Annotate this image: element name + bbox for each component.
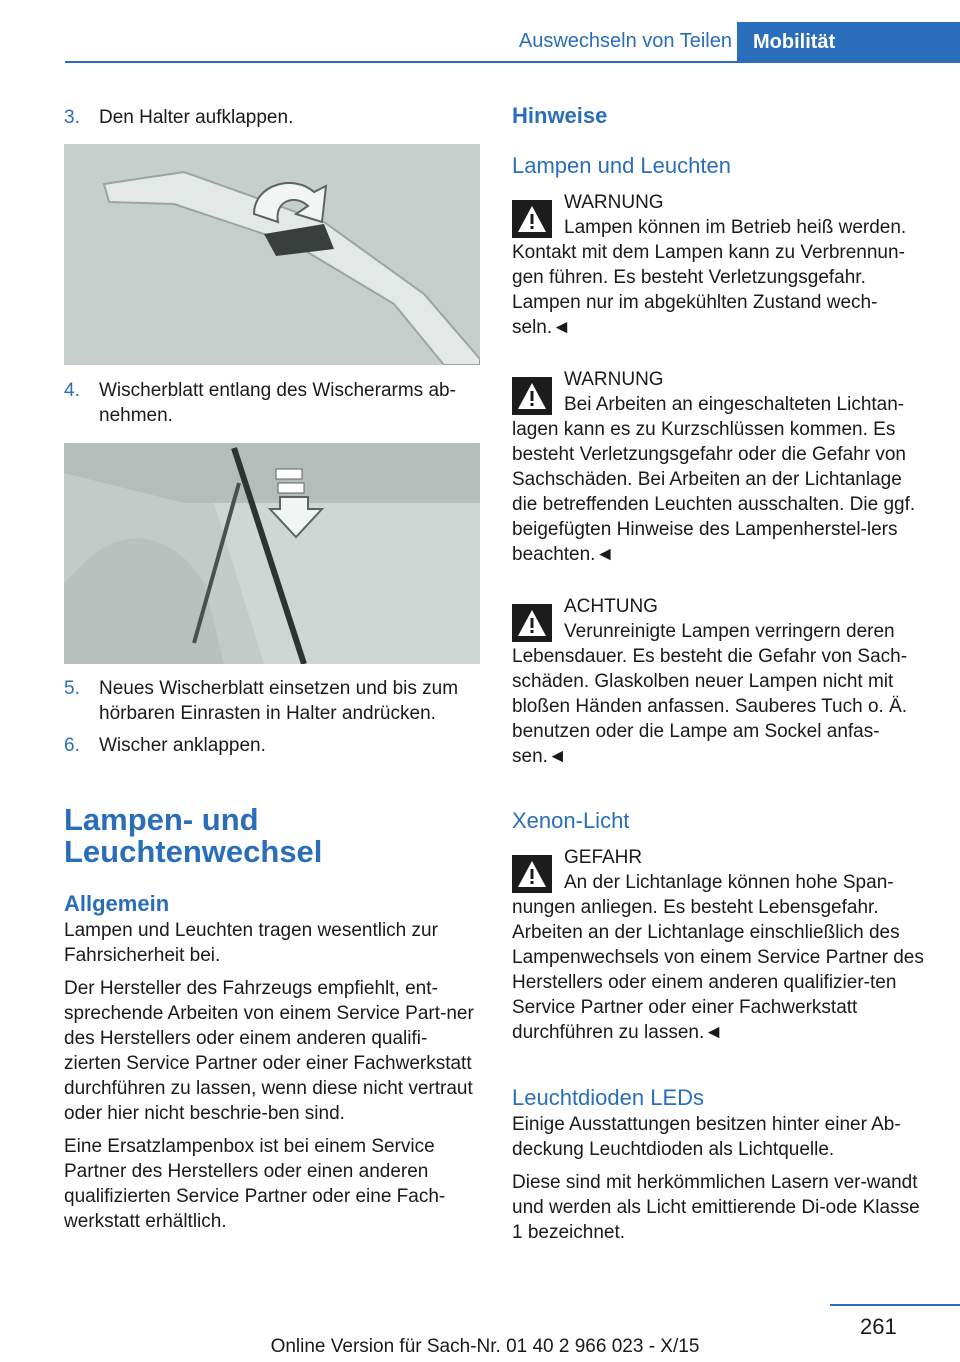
allgemein-heading: Allgemein [64,891,170,916]
wiper-holder-drawing [64,144,480,365]
step-3 [64,105,480,130]
warning-text: Lebensdauer. Es besteht die Gefahr von Sach-schäden. Glaskolben neuer Lampen nicht mit bloßen Händen anfassen. Sauberes Tuch o. Ä. benutzen oder die Lampe am Sockel anfas-sen.◄ [512,646,908,767]
warning-text: lagen kann es zu Kurzschlüssen kommen. Es besteht Verletzungsgefahr oder die Gefahr von Sachschäden. Bei Arbeiten an der Lichtanlage die betreffenden Leuchten ausschalten. Die ggf. beigefügten Hinweise des Lampenherstel-lers beachten.◄ [512,419,916,565]
warning-triangle-icon [512,855,552,893]
warning-text: Kontakt mit dem Lampen kann zu Verbrennun-gen führen. Es besteht Verletzungsgefahr. Lampen nur im abgekühlten Zustand wech-seln.◄ [512,242,905,338]
led-block [512,1084,928,1245]
danger-text: nungen anliegen. Es besteht Lebensgefahr. Arbeiten an der Lichtanlage einschließlich des Lampenwechsels von einem Service Partner des Herstellers oder einem anderen qualifizier-ten Service Partner oder einer Fachwerkstatt durchführen zu lassen.◄ [512,897,924,1043]
warning-first-line: Verunreinigte Lampen verringern deren [564,621,895,642]
step-text: Wischer anklappen. [99,735,266,756]
led-paragraph: Einige Ausstattungen besitzen hinter einer Ab-deckung Leuchtdioden als Lichtquelle. [512,1114,901,1160]
step-text: Den Halter aufklappen. [99,107,294,128]
warning-label: WARNUNG [564,192,664,213]
warning-first-line: Lampen können im Betrieb heiß werden. [564,217,907,238]
danger-high-voltage [512,845,928,1045]
step-number: 6. [64,735,80,756]
allgemein-paragraph: Lampen und Leuchten tragen wesentlich zur Fahrsicherheit bei. [64,920,438,966]
footer-rule [830,1304,960,1306]
page-number: 261 [860,1314,897,1339]
xenon-heading: Xenon-Licht [512,808,630,833]
step-text: Wischerblatt entlang des Wischerarms ab-nehmen. [99,380,456,426]
header-chapter-tab: Mobilität [737,22,960,63]
caution-dirty-lamps [512,594,928,769]
warning-triangle-icon [512,377,552,415]
allgemein-block [64,890,480,1234]
windshield-wiper-illustration [64,443,480,664]
step-number: 5. [64,678,80,699]
warning-short-circuit [512,367,928,567]
hinweise-heading: Hinweise [512,103,608,128]
danger-first-line: An der Lichtanlage können hohe Span- [564,872,894,893]
section-title: Lampen- und Leuchtenwechsel [64,802,323,869]
warning-label: ACHTUNG [564,596,658,617]
step-number: 4. [64,380,80,401]
warning-first-line: Bei Arbeiten an eingeschalteten Lichtan- [564,394,905,415]
step-4 [64,378,480,428]
warning-triangle-icon [512,604,552,642]
header-section-title: Auswechseln von Teilen [518,30,732,52]
step-6 [64,733,480,758]
step-number: 3. [64,107,80,128]
allgemein-paragraph: Der Hersteller des Fahrzeugs empfiehlt, ent-sprechende Arbeiten von einem Service Part-ner des Herstellers oder einem anderen qualifi-zierten Service Partner oder einer Fachwerkstatt durchführen zu lassen, wenn diese nicht vertraut oder hier nicht beschrie-ben sind. [64,978,474,1124]
wiper-holder-illustration [64,144,480,365]
warning-label: WARNUNG [564,369,664,390]
warning-triangle-icon [512,200,552,238]
led-heading: Leuchtdioden LEDs [512,1085,705,1110]
danger-label: GEFAHR [564,847,643,868]
windshield-wiper-drawing [64,443,480,664]
allgemein-paragraph: Eine Ersatzlampenbox ist bei einem Service Partner des Herstellers oder einen anderen qualifizierten Service Partner oder eine Fach-werkstatt erhältlich. [64,1136,446,1232]
warning-hot-lamps [512,190,928,340]
step-5 [64,676,480,726]
step-text: Neues Wischerblatt einsetzen und bis zum hörbaren Einrasten in Halter andrücken. [99,678,459,724]
lampen-leuchten-heading: Lampen und Leuchten [512,153,731,178]
led-paragraph: Diese sind mit herkömmlichen Lasern ver-wandt und werden als Licht emittierende Di-ode Klasse 1 bezeichnet. [512,1172,920,1243]
footer-version: Online Version für Sach-Nr. 01 40 2 966 023 - X/15 [270,1336,700,1357]
